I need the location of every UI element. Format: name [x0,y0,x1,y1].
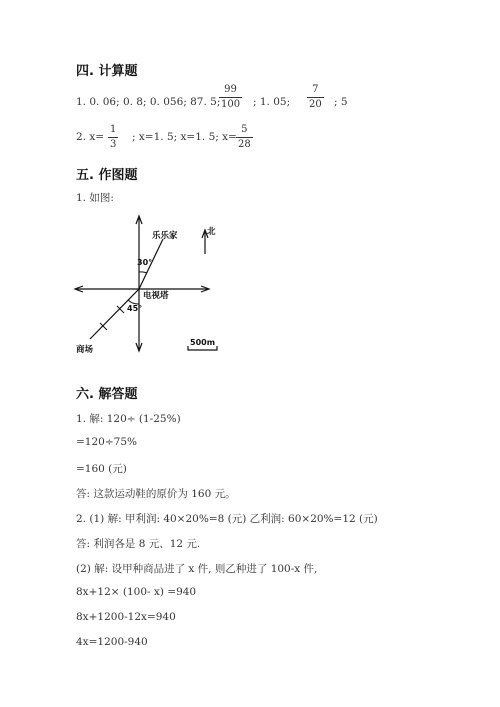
label-angle-top: 30° [137,258,153,267]
label-tower: 电视塔 [143,291,169,301]
label-home: 乐乐家 [152,231,178,241]
fraction-numerator: 5 [241,124,248,135]
section-4-heading: 四. 计算题 [76,64,138,79]
answer-line: 1. 解: 120÷ (1-25%) [76,413,181,425]
fraction-denominator: 3 [110,139,117,150]
q1-answer-middle: ; 1. 05; [253,96,291,108]
fraction-numerator: 7 [312,84,319,95]
label-mall: 商场 [76,345,94,355]
answer-line: 答: 这款运动鞋的原价为 160 元。 [76,488,236,500]
answer-line: =120÷75% [76,436,137,448]
q1-answer-prefix: 1. 0. 06; 0. 8; 0. 056; 87. 5; [76,96,221,108]
section-5-q1: 1. 如图: [76,192,114,204]
section-6-heading: 六. 解答题 [76,387,138,402]
answer-line: 8x+12× (100- x) =940 [76,586,197,598]
fraction-denominator: 28 [238,139,251,150]
label-north: 北 [207,227,216,237]
label-scale: 500m [190,338,216,347]
answer-line: 2. (1) 解: 甲利润: 40×20%=8 (元) 乙利润: 60×20%=12 (元) [76,513,378,525]
label-angle-bottom: 45° [127,304,143,313]
q2-answer-prefix: 2. x= [76,131,105,143]
q2-answer-middle: ; x=1. 5; x=1. 5; x= [132,131,237,143]
fraction-denominator: 20 [309,99,322,110]
fraction-numerator: 1 [110,124,117,135]
fraction-denominator: 100 [221,99,241,110]
answer-line: 答: 利润各是 8 元、12 元. [76,538,201,550]
answer-line: 8x+1200-12x=940 [76,611,176,623]
answer-line: 4x=1200-940 [76,636,148,648]
tick-mark [100,323,107,330]
answer-line: =160 (元) [76,463,127,475]
section-5-heading: 五. 作图题 [76,168,138,183]
line-to-mall [90,289,139,339]
answer-line: (2) 解: 设甲种商品进了 x 件, 则乙种进了 100-x 件, [76,563,318,575]
q1-answer-end: ; 5 [334,96,348,108]
fraction-numerator: 99 [224,84,237,95]
angle-arc-30 [139,272,147,273]
